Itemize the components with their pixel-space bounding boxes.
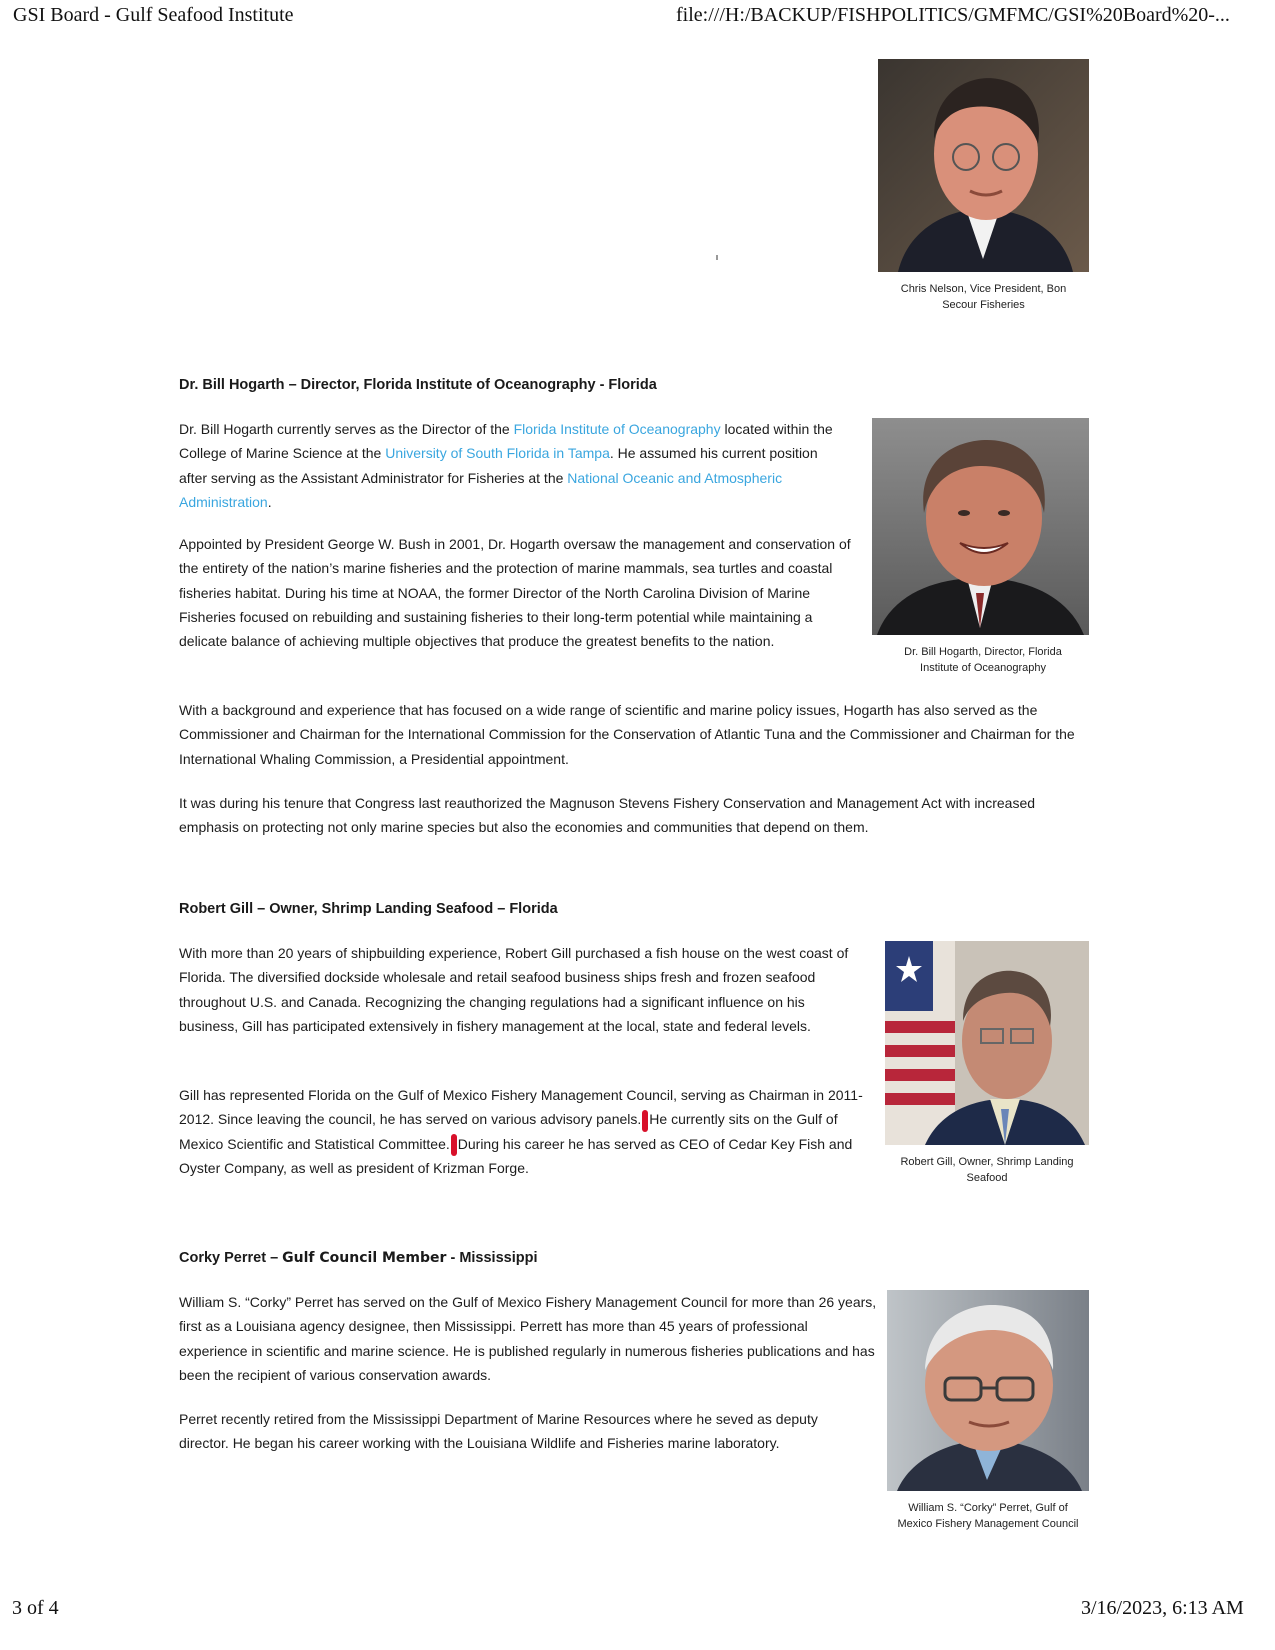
perret-paragraph-2: Perret recently retired from the Mississippi Department of Marine Resources where he seved as deputy director. He began his career working with the Louisiana Wildlife and Fisheries marine laboratory. xyxy=(179,1411,818,1452)
link-noaa[interactable]: National Oceanic and Atmospheric Administration xyxy=(179,469,783,510)
link-university-of-south-florida[interactable]: University of South Florida in Tampa xyxy=(385,445,610,462)
hogarth-paragraph-3: With a background and experience that has focused on a wide range of scientific and marine policy issues, Hogarth has also served as the Commissioner and Chairman for the International Commission for the Conservation of Atlantic Tuna and the Commissioner and Chairman for the International Whaling Commission, a Presidential appointment. xyxy=(179,702,1075,767)
hogarth-paragraph-2: Appointed by President George W. Bush in 2001, Dr. Hogarth oversaw the management and conservation of the entirety of the nation’s marine fisheries and the protection of marine mammals, sea turtles and coastal fisheries habitat. During his time at NOAA, the former Director of the North Carolina Division of Marine Fisheries focused on rebuilding and sustaining fisheries to their long-term potential while maintaining a delicate balance of achieving multiple objectives that produce the greatest benefits to the nation. xyxy=(179,536,851,650)
photo-robert-gill xyxy=(885,941,1089,1145)
print-footer-page-number: 3 of 4 xyxy=(12,1597,59,1619)
hogarth-paragraph-1: Dr. Bill Hogarth currently serves as the Director of the Florida Institute of Oceanography located within the College of Marine Science at the University of South Florida in Tampa. He assumed his current position after serving as the Assistant Administrator for Fisheries at the National Oceanic and Atmospheric Administration. xyxy=(179,421,833,510)
print-header-title: GSI Board - Gulf Seafood Institute xyxy=(13,4,294,26)
perret-paragraph-1: William S. “Corky” Perret has served on the Gulf of Mexico Fishery Management Council for more than 26 years, first as a Louisiana agency designee, then Mississippi. Perrett has more than 45 years of professional experience in scientific and marine science. He is published regularly in numerous fisheries publications and has been the recipient of various conservation awards. xyxy=(179,1294,877,1383)
photo-chris-nelson xyxy=(878,59,1089,272)
red-pen-mark xyxy=(451,1134,457,1156)
heading-gill: Robert Gill – Owner, Shrimp Landing Seafood – Florida xyxy=(179,901,558,917)
print-footer-datetime: 3/16/2023, 6:13 AM xyxy=(1081,1597,1244,1619)
heading-hogarth: Dr. Bill Hogarth – Director, Florida Institute of Oceanography - Florida xyxy=(179,377,657,393)
caption-robert-gill: Robert Gill, Owner, Shrimp Landing Seafood xyxy=(900,1156,1074,1184)
link-florida-institute-of-oceanography[interactable]: Florida Institute of Oceanography xyxy=(513,421,721,437)
gill-paragraph-1: With more than 20 years of shipbuilding experience, Robert Gill purchased a fish house on the west coast of Florida. The diversified dockside wholesale and retail seafood business ships fresh and frozen seafood throughout U.S. and Canada. Recognizing the changing regulations had a significant influence on his business, Gill has participated extensively in fishery management at the local, state and federal levels. xyxy=(179,945,849,1034)
red-pen-mark xyxy=(642,1110,648,1132)
caption-corky-perret: William S. “Corky” Perret, Gulf of Mexico Fishery Management Council xyxy=(897,1502,1079,1530)
heading-perret: Corky Perret – Gulf Council Member - Mississippi xyxy=(179,1250,538,1266)
caption-chris-nelson: Chris Nelson, Vice President, Bon Secour Fisheries xyxy=(900,283,1067,311)
hogarth-paragraph-4: It was during his tenure that Congress last reauthorized the Magnuson Stevens Fishery Conservation and Management Act with increased emphasis on protecting not only marine species but also the economies and communities that depend on them. xyxy=(179,795,1036,836)
caption-bill-hogarth: Dr. Bill Hogarth, Director, Florida Institute of Oceanography xyxy=(904,646,1062,674)
photo-bill-hogarth xyxy=(872,418,1089,635)
gill-paragraph-2: Gill has represented Florida on the Gulf of Mexico Fishery Management Council, serving as Chairman in 2011-2012. Since leaving the council, he has served on various advisory panels. He currently sits on the Gulf of Mexico Scientific and Statistical Committee. During his career he has served as CEO of Cedar Key Fish and Oyster Company, as well as president of Krizman Forge. xyxy=(179,1087,863,1176)
scan-speck xyxy=(716,255,718,260)
print-header-url: file:///H:/BACKUP/FISHPOLITICS/GMFMC/GSI%20Board%20-... xyxy=(676,4,1230,26)
photo-corky-perret xyxy=(887,1290,1089,1491)
